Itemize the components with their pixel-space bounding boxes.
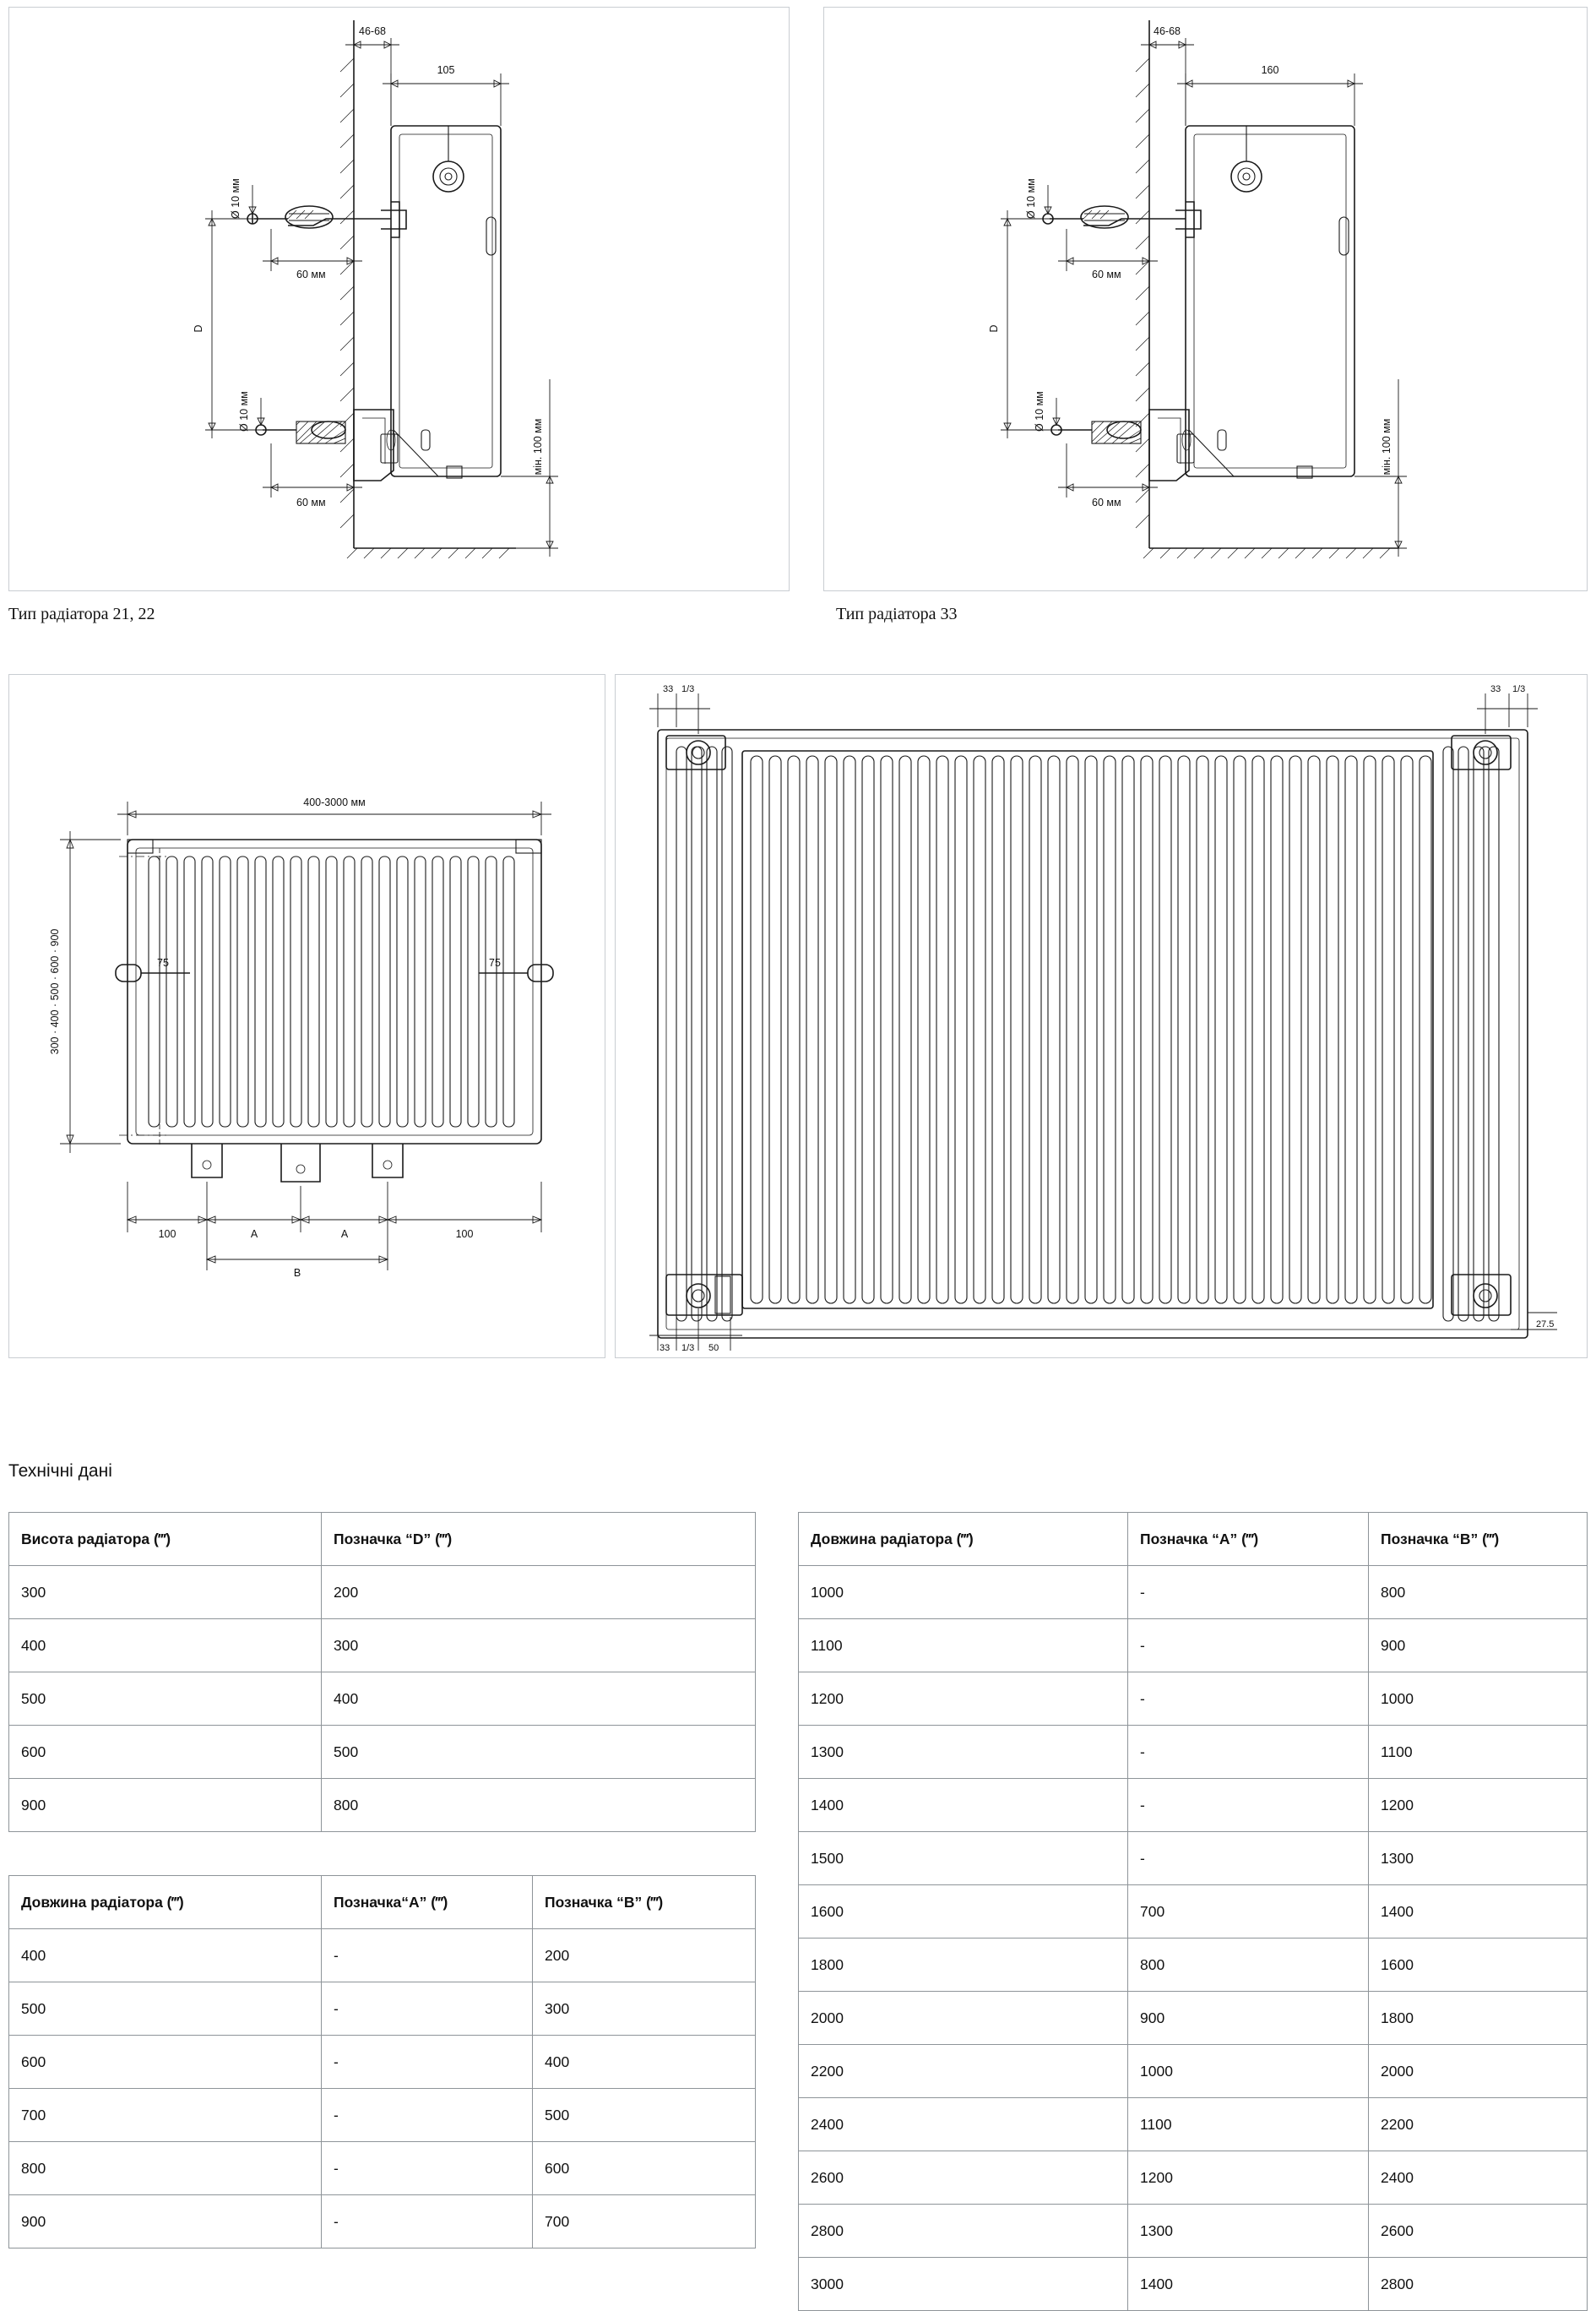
cell-a: - bbox=[1128, 1566, 1369, 1619]
cell-length: 500 bbox=[9, 1982, 322, 2036]
table-row bbox=[799, 1885, 1588, 1939]
svg-text:105: 105 bbox=[437, 64, 455, 76]
cell-a: 1400 bbox=[1128, 2258, 1369, 2311]
cell-a: - bbox=[1128, 1619, 1369, 1672]
cell-length: 2600 bbox=[799, 2151, 1128, 2205]
figure-front-view-dimensions bbox=[8, 674, 605, 1358]
figure-front-view-large bbox=[615, 674, 1588, 1358]
cell-a: 700 bbox=[1128, 1885, 1369, 1939]
table-row bbox=[9, 1726, 756, 1779]
svg-text:Ø 10 мм: Ø 10 мм bbox=[238, 391, 250, 432]
cell-d: 300 bbox=[322, 1619, 756, 1672]
table-row bbox=[799, 1566, 1588, 1619]
cell-length: 2400 bbox=[799, 2098, 1128, 2151]
cell-a: 1100 bbox=[1128, 2098, 1369, 2151]
table-row bbox=[9, 2089, 756, 2142]
cell-length: 1600 bbox=[799, 1885, 1128, 1939]
table-header-row bbox=[9, 1513, 756, 1566]
svg-text:D: D bbox=[988, 324, 1000, 333]
svg-text:1/3: 1/3 bbox=[1512, 684, 1526, 694]
table-row bbox=[9, 2036, 756, 2089]
cell-length: 1400 bbox=[799, 1779, 1128, 1832]
svg-text:60 мм: 60 мм bbox=[1092, 497, 1121, 508]
cell-length: 400 bbox=[9, 1929, 322, 1982]
svg-text:160: 160 bbox=[1261, 64, 1279, 76]
table-row bbox=[799, 2098, 1588, 2151]
cell-b: 900 bbox=[1369, 1619, 1588, 1672]
cell-length: 1100 bbox=[799, 1619, 1128, 1672]
svg-text:27.5: 27.5 bbox=[1536, 1319, 1555, 1330]
svg-text:D: D bbox=[193, 324, 204, 333]
table-row bbox=[799, 2205, 1588, 2258]
svg-text:75: 75 bbox=[489, 957, 501, 969]
cell-d: 800 bbox=[322, 1779, 756, 1832]
table-row bbox=[9, 1982, 756, 2036]
cell-a: 1000 bbox=[1128, 2045, 1369, 2098]
cell-a: 800 bbox=[1128, 1939, 1369, 1992]
cell-length: 1200 bbox=[799, 1672, 1128, 1726]
cell-b: 1100 bbox=[1369, 1726, 1588, 1779]
cell-length: 1000 bbox=[799, 1566, 1128, 1619]
svg-text:33: 33 bbox=[663, 684, 674, 694]
cell-height: 500 bbox=[9, 1672, 322, 1726]
svg-text:A: A bbox=[250, 1228, 258, 1240]
table-header-row bbox=[9, 1876, 756, 1929]
cell-b: 1300 bbox=[1369, 1832, 1588, 1885]
svg-text:33: 33 bbox=[1490, 684, 1501, 694]
cell-b: 1800 bbox=[1369, 1992, 1588, 2045]
table-row bbox=[9, 1566, 756, 1619]
svg-text:60 мм: 60 мм bbox=[296, 269, 326, 280]
svg-text:33: 33 bbox=[660, 1343, 670, 1353]
cell-b: 2600 bbox=[1369, 2205, 1588, 2258]
cell-b: 1600 bbox=[1369, 1939, 1588, 1992]
cell-d: 200 bbox=[322, 1566, 756, 1619]
table-row bbox=[799, 1992, 1588, 2045]
cell-b: 600 bbox=[533, 2142, 756, 2195]
svg-text:50: 50 bbox=[708, 1343, 719, 1353]
cell-a: - bbox=[322, 2195, 533, 2248]
th-a: Позначка “A” (‴) bbox=[1128, 1513, 1369, 1566]
svg-text:мін. 100 мм: мін. 100 мм bbox=[1381, 418, 1392, 476]
cell-b: 800 bbox=[1369, 1566, 1588, 1619]
cell-b: 400 bbox=[533, 2036, 756, 2089]
figure-radiator-33 bbox=[823, 7, 1588, 591]
table-row bbox=[799, 1726, 1588, 1779]
svg-text:60 мм: 60 мм bbox=[1092, 269, 1121, 280]
cell-d: 500 bbox=[322, 1726, 756, 1779]
cell-b: 200 bbox=[533, 1929, 756, 1982]
cell-length: 2200 bbox=[799, 2045, 1128, 2098]
figure2-caption: Тип радіатора 33 bbox=[836, 605, 958, 623]
th-d: Позначка “D” (‴) bbox=[322, 1513, 756, 1566]
cell-b: 2800 bbox=[1369, 2258, 1588, 2311]
th-length: Довжина радіатора (‴) bbox=[9, 1876, 322, 1929]
cell-length: 2800 bbox=[799, 2205, 1128, 2258]
cell-a: - bbox=[322, 2089, 533, 2142]
cell-b: 300 bbox=[533, 1982, 756, 2036]
cell-a: - bbox=[1128, 1672, 1369, 1726]
svg-text:100: 100 bbox=[158, 1228, 176, 1240]
table-row bbox=[9, 1929, 756, 1982]
svg-text:46-68: 46-68 bbox=[359, 25, 386, 37]
table-radiator-length-large bbox=[798, 1512, 1588, 2311]
cell-a: 1200 bbox=[1128, 2151, 1369, 2205]
th-a: Позначка“A” (‴) bbox=[322, 1876, 533, 1929]
figure1-caption: Тип радіатора 21, 22 bbox=[8, 605, 155, 623]
cell-b: 1400 bbox=[1369, 1885, 1588, 1939]
table-row bbox=[799, 2045, 1588, 2098]
cell-a: 900 bbox=[1128, 1992, 1369, 2045]
cell-length: 900 bbox=[9, 2195, 322, 2248]
table-radiator-height bbox=[8, 1512, 756, 1832]
cell-b: 2000 bbox=[1369, 2045, 1588, 2098]
svg-text:400-3000 мм: 400-3000 мм bbox=[303, 797, 366, 808]
svg-text:Ø 10 мм: Ø 10 мм bbox=[1034, 391, 1045, 432]
cell-a: 1300 bbox=[1128, 2205, 1369, 2258]
svg-text:46-68: 46-68 bbox=[1154, 25, 1181, 37]
cell-d: 400 bbox=[322, 1672, 756, 1726]
figure-radiator-21-22 bbox=[8, 7, 790, 591]
cell-height: 400 bbox=[9, 1619, 322, 1672]
svg-text:300 · 400 · 500 · 600 · 900: 300 · 400 · 500 · 600 · 900 bbox=[49, 928, 61, 1055]
cell-b: 1200 bbox=[1369, 1779, 1588, 1832]
cell-a: - bbox=[1128, 1726, 1369, 1779]
table-row bbox=[799, 1939, 1588, 1992]
svg-text:100: 100 bbox=[455, 1228, 474, 1240]
cell-a: - bbox=[1128, 1779, 1369, 1832]
cell-length: 2000 bbox=[799, 1992, 1128, 2045]
svg-text:мін. 100 мм: мін. 100 мм bbox=[532, 418, 544, 476]
table-row bbox=[9, 1779, 756, 1832]
cell-length: 600 bbox=[9, 2036, 322, 2089]
cell-length: 1500 bbox=[799, 1832, 1128, 1885]
table-row bbox=[9, 1672, 756, 1726]
cell-length: 700 bbox=[9, 2089, 322, 2142]
table-header-row bbox=[799, 1513, 1588, 1566]
table-row bbox=[799, 1619, 1588, 1672]
cell-b: 1000 bbox=[1369, 1672, 1588, 1726]
svg-text:Ø 10 мм: Ø 10 мм bbox=[230, 178, 242, 219]
cell-b: 2400 bbox=[1369, 2151, 1588, 2205]
cell-b: 500 bbox=[533, 2089, 756, 2142]
cell-length: 1300 bbox=[799, 1726, 1128, 1779]
table-row bbox=[799, 2258, 1588, 2311]
svg-text:B: B bbox=[293, 1267, 301, 1279]
th-height: Висота радіатора (‴) bbox=[9, 1513, 322, 1566]
cell-height: 900 bbox=[9, 1779, 322, 1832]
th-b: Позначка “B” (‴) bbox=[1369, 1513, 1588, 1566]
svg-text:1/3: 1/3 bbox=[681, 1343, 695, 1353]
cell-length: 1800 bbox=[799, 1939, 1128, 1992]
table-row bbox=[799, 1672, 1588, 1726]
table-row bbox=[9, 2142, 756, 2195]
th-length: Довжина радіатора (‴) bbox=[799, 1513, 1128, 1566]
cell-a: - bbox=[322, 2142, 533, 2195]
cell-length: 800 bbox=[9, 2142, 322, 2195]
table-row bbox=[799, 1779, 1588, 1832]
cell-height: 600 bbox=[9, 1726, 322, 1779]
table-row bbox=[9, 2195, 756, 2248]
cell-height: 300 bbox=[9, 1566, 322, 1619]
cell-a: - bbox=[322, 1929, 533, 1982]
th-b: Позначка “B” (‴) bbox=[533, 1876, 756, 1929]
svg-text:75: 75 bbox=[157, 957, 169, 969]
table-row bbox=[799, 1832, 1588, 1885]
svg-text:60 мм: 60 мм bbox=[296, 497, 326, 508]
cell-b: 700 bbox=[533, 2195, 756, 2248]
cell-b: 2200 bbox=[1369, 2098, 1588, 2151]
cell-length: 3000 bbox=[799, 2258, 1128, 2311]
svg-text:Ø 10 мм: Ø 10 мм bbox=[1025, 178, 1037, 219]
cell-a: - bbox=[322, 1982, 533, 2036]
svg-text:A: A bbox=[340, 1228, 349, 1240]
table-row bbox=[799, 2151, 1588, 2205]
tech-data-title: Технічні дані bbox=[8, 1461, 112, 1481]
table-row bbox=[9, 1619, 756, 1672]
svg-text:1/3: 1/3 bbox=[681, 684, 695, 694]
table-radiator-length-small bbox=[8, 1875, 756, 2248]
cell-a: - bbox=[322, 2036, 533, 2089]
cell-a: - bbox=[1128, 1832, 1369, 1885]
